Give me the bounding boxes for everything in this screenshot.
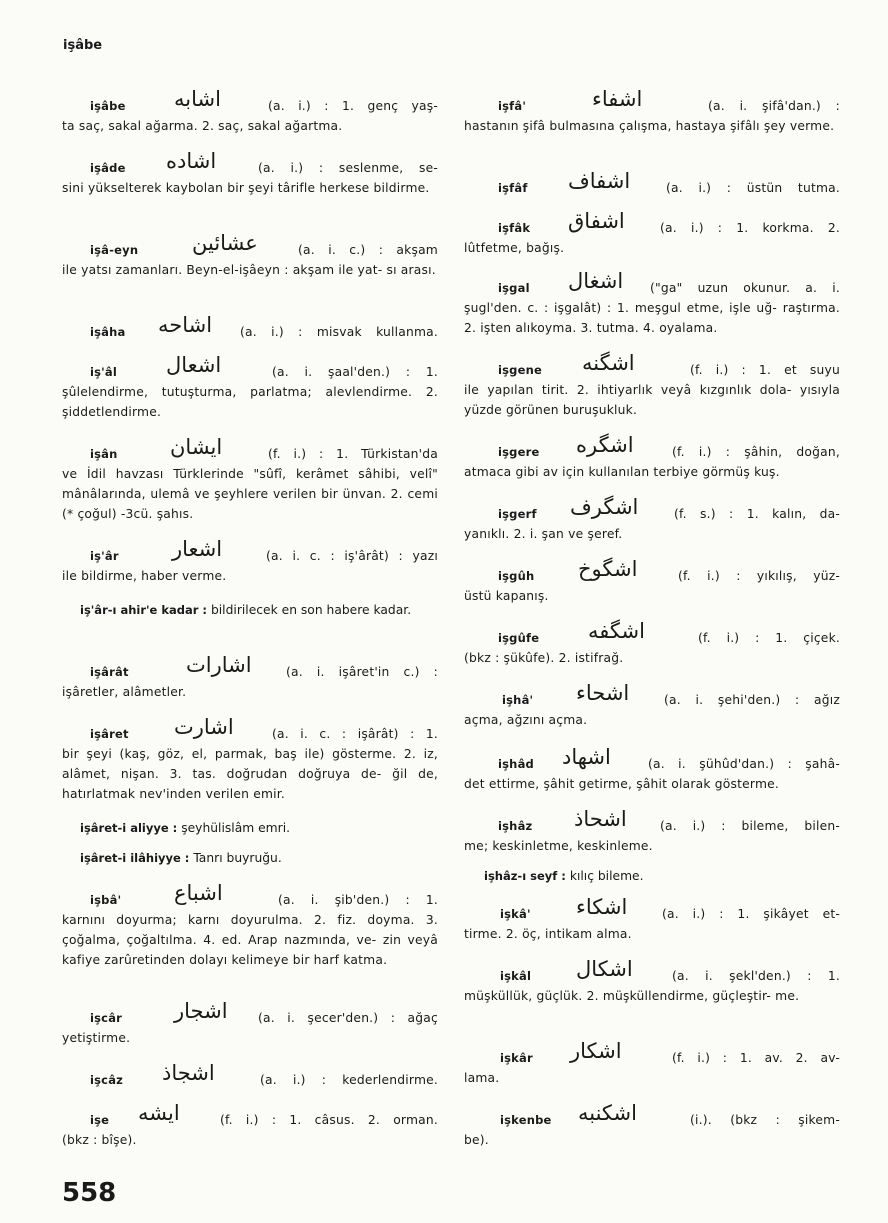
dictionary-entry xyxy=(62,353,438,422)
dictionary-entry xyxy=(464,807,840,856)
definition-continuation: karnını doyurma; karnı doyurulma. 2. fiz. doyma. 3. çoğalma, çoğaltılma. 4. ed. Arap nazmında, ve- zin veyâ kafiye zarûretinden dolayı kelimeye bir harf katma. xyxy=(62,913,438,967)
dictionary-entry xyxy=(62,1061,438,1090)
headword: işgerf xyxy=(498,507,537,521)
dictionary-entry xyxy=(464,209,840,258)
definition-start: (i.). (bkz : şikem- xyxy=(690,1113,840,1127)
dictionary-entry xyxy=(464,745,840,794)
dictionary-entry xyxy=(464,619,840,668)
definition-continuation: işâretler, alâmetler. xyxy=(62,685,187,699)
dictionary-entry xyxy=(464,681,840,730)
headword: işâha xyxy=(90,325,126,339)
definition-start: (f. s.) : 1. kalın, da- xyxy=(674,507,840,521)
definition-start: (f. i.) : 1. çiçek. xyxy=(698,631,840,645)
dictionary-entry xyxy=(464,1101,840,1150)
dictionary-entry xyxy=(464,351,840,420)
definition-start: (a. i.) : 1. şikâyet et- xyxy=(662,907,840,921)
definition-start: (f. i.) : yıkılış, yüz- xyxy=(678,569,840,583)
headword: iş'âl xyxy=(90,365,118,379)
arabic-script: اشفاق xyxy=(568,209,625,233)
headword: işâde xyxy=(90,161,126,175)
page-header-guide-word: işâbe xyxy=(63,38,103,53)
sub-entry-definition: Tanrı buyruğu. xyxy=(193,851,282,865)
definition-start: (a. i.) : kederlendirme. xyxy=(260,1073,438,1087)
headword: işâret xyxy=(90,727,129,741)
sub-entry xyxy=(62,818,438,838)
definition-start: (a. i. şühûd'dan.) : şahâ- xyxy=(648,757,840,771)
definition-continuation: sini yükselterek kaybolan bir şeyi târifle herkese bildirme. xyxy=(62,181,430,195)
sub-entry xyxy=(464,866,840,886)
dictionary-entry xyxy=(464,1039,840,1088)
arabic-script: اشگنه xyxy=(582,351,635,375)
headword: işfâ' xyxy=(498,99,527,113)
dictionary-entry xyxy=(62,999,438,1048)
definition-start: (f. i.) : 1. et suyu xyxy=(690,363,840,377)
arabic-script: اشجاذ xyxy=(162,1061,215,1085)
headword: işgûfe xyxy=(498,631,540,645)
headword: işâbe xyxy=(90,99,126,113)
headword: işgal xyxy=(498,281,530,295)
arabic-script: ایشه xyxy=(138,1101,180,1125)
sub-entry-definition: kılıç bileme. xyxy=(569,869,644,883)
definition-continuation: müşküllük, güçlük. 2. müşküllendirme, güçleştir- me. xyxy=(464,989,800,1003)
page-number: 558 xyxy=(62,1178,117,1208)
dictionary-entry xyxy=(464,87,840,136)
sub-entry-term: işâret-i aliyye : xyxy=(80,821,178,835)
arabic-script: ایشان xyxy=(170,435,223,459)
arabic-script: اشاده xyxy=(166,149,217,173)
definition-continuation: lama. xyxy=(464,1071,500,1085)
dictionary-entry xyxy=(464,433,840,482)
headword: işkenbe xyxy=(500,1113,552,1127)
dictionary-entry xyxy=(464,169,840,198)
headword: işhâd xyxy=(498,757,534,771)
definition-start: (a. i.) : misvak kullanma. xyxy=(240,325,438,339)
arabic-script: اشابه xyxy=(174,87,221,111)
definition-start: (a. i. c. : iş'ârât) : yazı xyxy=(266,549,438,563)
headword: işgere xyxy=(498,445,540,459)
definition-continuation: yetiştirme. xyxy=(62,1031,131,1045)
definition-continuation: (bkz : bîşe). xyxy=(62,1133,137,1147)
sub-entry-definition: bildirilecek en son habere kadar. xyxy=(210,603,412,617)
arabic-script: اشاحه xyxy=(158,313,213,337)
definition-start: (a. i. c.) : akşam xyxy=(298,243,438,257)
dictionary-entry xyxy=(62,149,438,198)
sub-entry-term: işâret-i ilâhiyye : xyxy=(80,851,190,865)
definition-start: (a. i. şecer'den.) : ağaç xyxy=(258,1011,438,1025)
headword: işkâl xyxy=(500,969,532,983)
dictionary-entry xyxy=(62,435,438,524)
sub-entry xyxy=(62,600,438,620)
definition-start: (a. i. işâret'in c.) : xyxy=(286,665,438,679)
headword: iş'âr xyxy=(90,549,119,563)
definition-continuation: ile bildirme, haber verme. xyxy=(62,569,227,583)
definition-continuation: açma, ağzını açma. xyxy=(464,713,588,727)
dictionary-entry xyxy=(464,895,840,944)
dictionary-entry xyxy=(62,653,438,702)
definition-start: (a. i. şekl'den.) : 1. xyxy=(672,969,840,983)
dictionary-entry xyxy=(62,715,438,804)
definition-continuation: hastanın şifâ bulmasına çalışma, hastaya şifâlı şey verme. xyxy=(464,119,835,133)
dictionary-entry xyxy=(464,495,840,544)
dictionary-entry xyxy=(62,537,438,586)
definition-start: (a. i.) : seslenme, se- xyxy=(258,161,438,175)
headword: işârât xyxy=(90,665,129,679)
arabic-script: اشعار xyxy=(172,537,223,561)
definition-start: ("ga" uzun okunur. a. i. xyxy=(650,281,840,295)
arabic-script: اشگره xyxy=(576,433,634,457)
headword: işgene xyxy=(498,363,543,377)
dictionary-entry xyxy=(62,881,438,970)
definition-continuation: ile yapılan tirit. 2. ihtiyarlık veyâ kızgınlık dola- yısıyla yüzde görünen buruşukluk. xyxy=(464,383,840,417)
dictionary-entry xyxy=(62,1101,438,1150)
headword: işhâ' xyxy=(502,693,534,707)
arabic-script: اشكال xyxy=(576,957,633,981)
sub-entry-definition: şeyhülislâm emri. xyxy=(181,821,291,835)
arabic-script: اشحاء xyxy=(576,681,630,705)
arabic-script: اشجار xyxy=(174,999,228,1023)
definition-continuation: ile yatsı zamanları. Beyn-el-işâeyn : akşam ile yat- sı arası. xyxy=(62,263,436,277)
definition-continuation: üstü kapanış. xyxy=(464,589,549,603)
arabic-script: اشغال xyxy=(568,269,624,293)
arabic-script: اشگوخ xyxy=(578,557,638,581)
definition-continuation: yanıklı. 2. i. şan ve şeref. xyxy=(464,527,623,541)
dictionary-entry xyxy=(62,313,438,342)
arabic-script: اشحاذ xyxy=(574,807,627,831)
headword: işfâf xyxy=(498,181,528,195)
definition-start: (a. i. şehi'den.) : ağız xyxy=(664,693,840,707)
definition-start: (a. i.) : bileme, bilen- xyxy=(660,819,840,833)
definition-start: (f. i.) : 1. Türkistan'da xyxy=(268,447,438,461)
headword: işân xyxy=(90,447,118,461)
arabic-script: اشكنبه xyxy=(578,1101,637,1125)
headword: işcâz xyxy=(90,1073,124,1087)
headword: işkâr xyxy=(500,1051,533,1065)
arabic-script: اشفاف xyxy=(568,169,631,193)
definition-continuation: bir şeyi (kaş, göz, el, parmak, baş ile) gösterme. 2. iz, alâmet, nişan. 3. tas. doğrudan doğruya de- ğil de, hatırlatmak nev'inden verilen emir. xyxy=(62,747,438,801)
dictionary-entry xyxy=(464,557,840,606)
dictionary-entry xyxy=(464,957,840,1006)
headword: işgûh xyxy=(498,569,535,583)
arabic-script: اشهاد xyxy=(562,745,611,769)
headword: işhâz xyxy=(498,819,533,833)
definition-continuation: tirme. 2. öç, intikam alma. xyxy=(464,927,632,941)
headword: işâ-eyn xyxy=(90,243,139,257)
definition-continuation: atmaca gibi av için kullanılan terbiye görmüş kuş. xyxy=(464,465,780,479)
definition-continuation: (bkz : şükûfe). 2. istifrağ. xyxy=(464,651,624,665)
arabic-script: اشباع xyxy=(174,881,223,905)
definition-start: (a. i. c. : işârât) : 1. xyxy=(272,727,438,741)
arabic-script: اشگفه xyxy=(588,619,645,643)
definition-continuation: lûtfetme, bağış. xyxy=(464,241,565,255)
headword: işkâ' xyxy=(500,907,531,921)
definition-start: (f. i.) : 1. câsus. 2. orman. xyxy=(220,1113,438,1127)
definition-continuation: me; keskinletme, keskinleme. xyxy=(464,839,653,853)
definition-start: (f. i.) : 1. av. 2. av- xyxy=(672,1051,840,1065)
headword: işbâ' xyxy=(90,893,122,907)
arabic-script: اشفاء xyxy=(592,87,643,111)
dictionary-entry xyxy=(62,231,438,280)
arabic-script: عشائين xyxy=(192,231,258,255)
definition-start: (a. i. şifâ'dan.) : xyxy=(708,99,840,113)
definition-continuation: det ettirme, şâhit getirme, şâhit olarak gösterme. xyxy=(464,777,780,791)
headword: işe xyxy=(90,1113,110,1127)
definition-start: (f. i.) : şâhin, doğan, xyxy=(672,445,840,459)
sub-entry-term: iş'âr-ı ahir'e kadar : xyxy=(80,603,208,617)
arabic-script: اشكار xyxy=(570,1039,622,1063)
definition-continuation: ta saç, sakal ağarma. 2. saç, sakal ağartma. xyxy=(62,119,343,133)
sub-entry xyxy=(62,848,438,868)
definition-continuation: ve İdil havzası Türklerinde "sûfî, kerâmet sâhibi, velî" mânâlarında, ulemâ ve şeyhlere verilen bir ünvan. 2. cemi (* çoğul) -3cü. şahıs. xyxy=(62,467,438,521)
dictionary-entry xyxy=(464,269,840,338)
sub-entry-term: işhâz-ı seyf : xyxy=(484,869,566,883)
headword: işfâk xyxy=(498,221,531,235)
definition-start: (a. i.) : 1. korkma. 2. xyxy=(660,221,840,235)
definition-start: (a. i. şib'den.) : 1. xyxy=(278,893,438,907)
definition-start: (a. i.) : üstün tutma. xyxy=(666,181,840,195)
dictionary-entry xyxy=(62,87,438,136)
arabic-script: اشعال xyxy=(166,353,222,377)
definition-start: (a. i.) : 1. genç yaş- xyxy=(268,99,438,113)
definition-continuation: be). xyxy=(464,1133,489,1147)
definition-continuation: şûlelendirme, tutuşturma, parlatma; alevlendirme. 2. şiddetlendirme. xyxy=(62,385,438,419)
arabic-script: اشگرف xyxy=(570,495,639,519)
arabic-script: اشارت xyxy=(174,715,234,739)
headword: işcâr xyxy=(90,1011,123,1025)
arabic-script: اشارات xyxy=(186,653,252,677)
definition-start: (a. i. şaal'den.) : 1. xyxy=(272,365,438,379)
definition-continuation: şugl'den. c. : işgalât) : 1. meşgul etme, işle uğ- raştırma. 2. işten alıkoyma. 3. tutma. 4. oyalama. xyxy=(464,301,840,335)
arabic-script: اشكاء xyxy=(576,895,628,919)
